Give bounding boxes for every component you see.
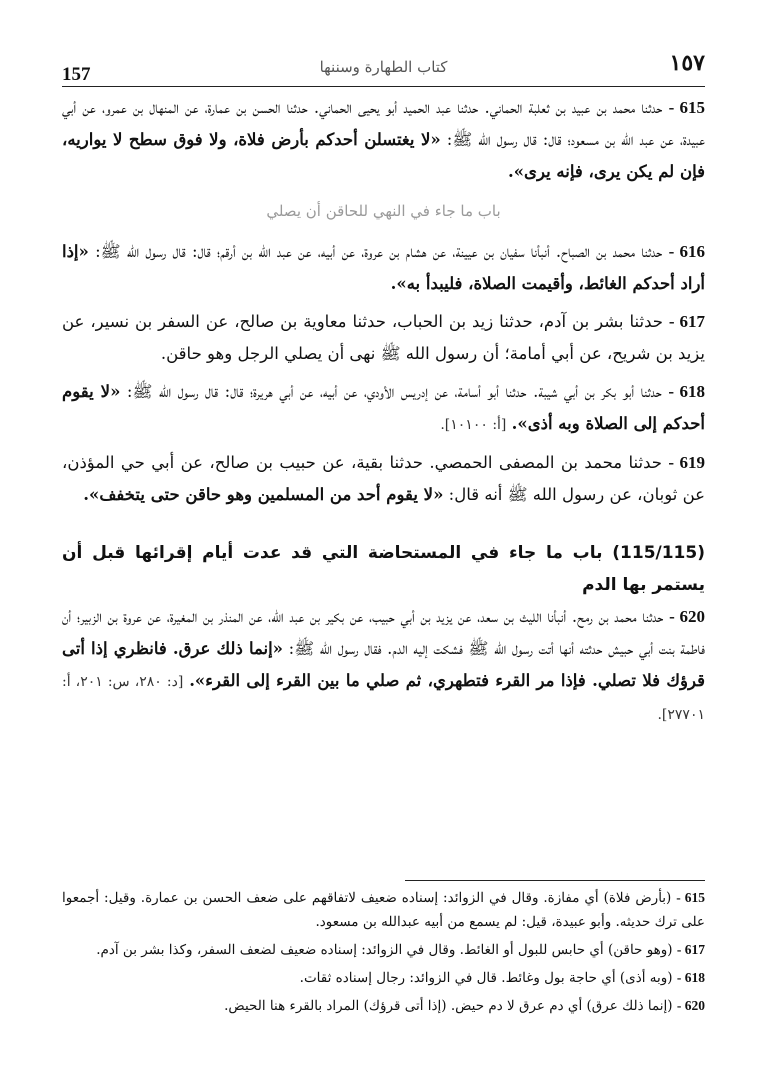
hadith-615 bbox=[62, 92, 705, 188]
hadith-618 bbox=[62, 376, 705, 441]
footnote-number: 620 - bbox=[676, 998, 705, 1013]
hadith-matn: «إذا أراد أحدكم الغائط، وأقيمت الصلاة، فليبدأ به». bbox=[62, 242, 705, 293]
hadith-number: 618 - bbox=[668, 382, 705, 401]
footnote bbox=[62, 966, 705, 990]
hadith-matn: «لا يقوم أحدكم إلى الصلاة وبه أذى». bbox=[62, 382, 705, 433]
chapter-title: باب ما جاء في المستحاضة التي قد عدت أيام إقرائها قبل أن يستمر بها الدم bbox=[62, 543, 705, 595]
hadith-isnad: حدثنا محمد بن رمح. أنبأنا الليث بن سعد، عن يزيد بن أبي حبيب، عن بكير بن عبد الله، عن المنذر بن المغيرة، عن عروة بن الزبير؛ أن فاطمة بنت أبي حبيش حدثته أنها أتت رسول الله ﷺ فشكت إليه الدم. فقال رسول الله ﷺ: bbox=[62, 607, 706, 658]
footnote bbox=[62, 886, 705, 934]
chapter-heading bbox=[62, 537, 705, 601]
footnote-number: 615 - bbox=[676, 890, 705, 905]
hadith-number: 619 - bbox=[668, 453, 705, 472]
chapter-number: (115/115) bbox=[612, 543, 705, 563]
hadith-isnad: حدثنا محمد بن عبيد بن ثعلبة الحماني. حدثنا عبد الحميد أبو يحيى الحماني. حدثنا الحسن بن عمارة، عن المنهال بن عمرو، عن أبي عبيدة، عن عبد الله بن مسعود؛ قال: قال رسول الله ﷺ: bbox=[62, 98, 705, 149]
hadith-number: 615 - bbox=[668, 98, 705, 117]
hadith-isnad: حدثنا بشر بن آدم، حدثنا زيد بن الحباب، حدثنا معاوية بن صالح، عن السفر بن نسير، عن يزيد بن شريح، عن أبي أمامة؛ أن رسول الله ﷺ نهى أن يصلي الرجل وهو حاقن. bbox=[62, 312, 705, 363]
hadith-617 bbox=[62, 306, 705, 370]
hadith-619 bbox=[62, 447, 705, 511]
hadith-matn: «لا يقوم أحد من المسلمين وهو حاقن حتى يتخفف». bbox=[83, 485, 444, 504]
faded-heading: باب ما جاء في النهي للحاقن أن يصلي bbox=[266, 202, 501, 220]
hadith-isnad: حدثنا محمد بن الصباح. أنبأنا سفيان بن عيينة، عن هشام بن عروة، عن أبيه، عن عبد الله بن أرقم؛ قال: قال رسول الله ﷺ: bbox=[95, 242, 663, 261]
running-title: كتاب الطهارة وسننها bbox=[319, 58, 448, 76]
hadith-matn: «لا يغتسلن أحدكم بأرض فلاة، ولا فوق سطح لا يواريه، فإن لم يكن يرى، فإنه يرى». bbox=[62, 130, 705, 181]
footnote-text: (بأرض فلاة) أي مفازة. وقال في الزوائد: إسناده ضعيف لاتفاقهم على ضعف الحسن بن عمارة. وقيل: أجمعوا على ترك حديثه. وأبو عبيدة، قيل: لم يسمع من أبيه عبدالله بن مسعود. bbox=[62, 890, 705, 930]
hadith-number: 620 - bbox=[669, 607, 705, 626]
footnote-number: 618 - bbox=[676, 970, 705, 985]
hadith-isnad: حدثنا محمد بن المصفى الحمصي. حدثنا بقية، عن حبيب بن صالح، عن أبي حي المؤذن، عن ثوبان، عن رسول الله ﷺ أنه قال: bbox=[62, 453, 705, 504]
hadith-reference: [أ: ١٠١٠٠]. bbox=[440, 417, 507, 433]
main-text bbox=[62, 92, 705, 737]
page-number-latin: 157 bbox=[62, 64, 91, 85]
hadith-isnad: حدثنا أبو بكر بن أبي شيبة. حدثنا أبو أسامة، عن إدريس الأودي، عن أبيه، عن أبي هريرة؛ قال: قال رسول الله ﷺ: bbox=[126, 382, 662, 401]
hadith-620 bbox=[62, 601, 705, 731]
hadith-number: 616 - bbox=[668, 242, 705, 261]
page-header bbox=[62, 46, 705, 87]
footnote-text: (وبه أذى) أي حاجة بول وغائط. قال في الزوائد: رجال إسناده ثقات. bbox=[299, 970, 673, 986]
footnote-number: 617 - bbox=[676, 942, 705, 957]
hadith-matn: «إنما ذلك عرق. فانظري إذا أتى قرؤك فلا تصلي. فإذا مر القرء فتطهري، ثم صلي ما بين القرء إلى القرء». bbox=[62, 639, 705, 690]
footnote bbox=[62, 938, 705, 962]
footnote-text: (وهو حاقن) أي حابس للبول أو الغائط. وقال في الزوائد: إسناده ضعيف لضعف السفر، وكذا بشر بن آدم. bbox=[96, 942, 673, 958]
hadith-reference: [د: ٢٨٠، س: ٢٠١، أ: ٢٧٧٠١]. bbox=[62, 674, 705, 723]
footnote-divider bbox=[405, 880, 705, 881]
footnote bbox=[62, 994, 705, 1018]
hadith-number: 617 - bbox=[668, 312, 706, 331]
hadith-616 bbox=[62, 236, 705, 300]
footnote-text: (إنما ذلك عرق) أي دم عرق لا دم حيض. (إذا أتى قرؤك) المراد بالقرء هنا الحيض. bbox=[224, 998, 673, 1014]
page-number-arabic: ١٥٧ bbox=[669, 50, 705, 76]
footnotes bbox=[62, 886, 705, 1022]
